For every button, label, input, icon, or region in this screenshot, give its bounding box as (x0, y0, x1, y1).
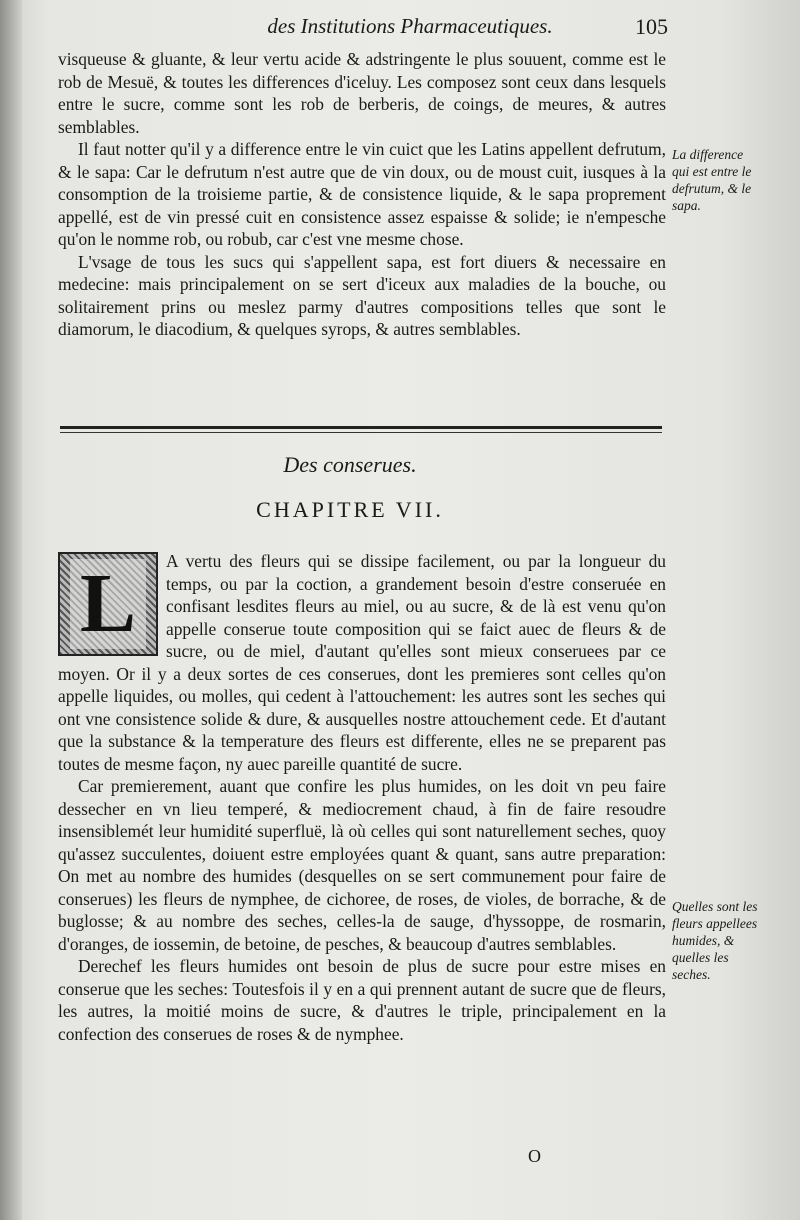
paragraph-usage-sapa: L'vsage de tous les sucs qui s'appellent sapa, est fort diuers & necessaire en medecine: mais principalement on se sert d'iceux aux maladies de la bouche, ou solitairement prins ou meslez parmy d'autres compositions telles que sont le diamorum, le diacodium, & quelques syrops, & autres semblables. (58, 251, 666, 339)
ornamental-dropcap (58, 552, 158, 656)
running-title: des Institutions Pharmaceutiques. (267, 14, 553, 38)
margin-note-difference: La difference qui est entre le defrutum, & le sapa. (672, 147, 752, 213)
page-number: 105 (635, 14, 668, 39)
paragraph-fleurs-humides: Car premierement, auant que confire les plus humides, on les doit vn peu faire dessecher en vn lieu temperé, & mediocrement chaud, à fin de faire resoudre insensiblemét leur humidité superfluë, là où celles qui sont naturellement seches, quoy qu'assez succulentes, doiuent estre employées quant & quant, sans autre preparation: On met au nombre des humides (desquelles on se sert communement pour faire de conserues) les fleurs de nymphee, de cichoree, de roses, de violes, de borrache, & de buglosse; & au nombre des seches, celles-la de sauge, d'hyssoppe, de rosmarin, d'oranges, de iossemin, de betoine, de pesches, & beaucoup d'autres semblables. (58, 776, 666, 954)
page-gutter-shadow (0, 0, 22, 1220)
paragraph-vertu-fleurs: A vertu des fleurs qui se dissipe facilement, ou par la longueur du temps, ou par la coction, a grandement besoin d'estre conseruée en confisant lesdites fleurs au miel, ou au sucre, & de là est venu qu'on appelle conserue toute composition qui se faict auec de fleurs & de sucre, ou de miel, d'autant qu'elles sont mieux conseruees par ce moyen. Or il y a deux sortes de ces conserues, dont les premieres sont celles qu'on appelle liquides, ou molles, qui cedent à l'attouchement: les autres sont les seches qui ont vne consistence solide & dure, & ausquelles nostre attouchement cede. Et d'autant que la substance & la temperature des fleurs est differente, elles ne se preparent pas toutes de mesme façon, ny auec pareille quantité de sucre. (58, 551, 666, 774)
dropcap-letter: L (70, 559, 146, 649)
paragraph-rob: visqueuse & gluante, & leur vertu acide & adstringente le plus souuent, comme est le rob de Mesuë, & toutes les differences d'iceluy. Les composez sont ceux dans lesquels entre le sucre, comme sont les rob de berberis, de coings, de meures, & autres semblables. (58, 49, 666, 137)
signature-mark: O (528, 1146, 541, 1166)
section-divider-thick (60, 426, 662, 429)
section-title: Des conserues. (283, 452, 417, 477)
paragraph-defrutum-sapa: Il faut notter qu'il y a difference entre le vin cuict que les Latins appellent defrutum, & le sapa: Car le defrutum n'est autre que de vin doux, ou de moust cuit, iusques à la consomption de la troisieme partie, & de consistence liquide, & le sapa proprement appellé, est de vin pressé cuit en consistence assez espaisse & solide; ie n'empesche qu'on le nomme rob, ou robub, car c'est vne mesme chose. (58, 139, 666, 249)
paragraph-sucre: Derechef les fleurs humides ont besoin de plus de sucre pour estre mises en conserue que les seches: Toutesfois il y en a qui prennent autant de sucre que de fleurs, les autres, la moitié moins de sucre, & d'autres le triple, principalement en la confection des conserues de roses & de nymphee. (58, 956, 666, 1044)
chapter-heading: CHAPITRE VII. (256, 497, 444, 522)
chapter-text-block (58, 550, 666, 1045)
section-divider-thin (60, 432, 662, 433)
margin-note-fleurs: Quelles sont les fleurs appellees humides, & quelles les seches. (672, 899, 758, 982)
top-text-block (58, 48, 666, 341)
